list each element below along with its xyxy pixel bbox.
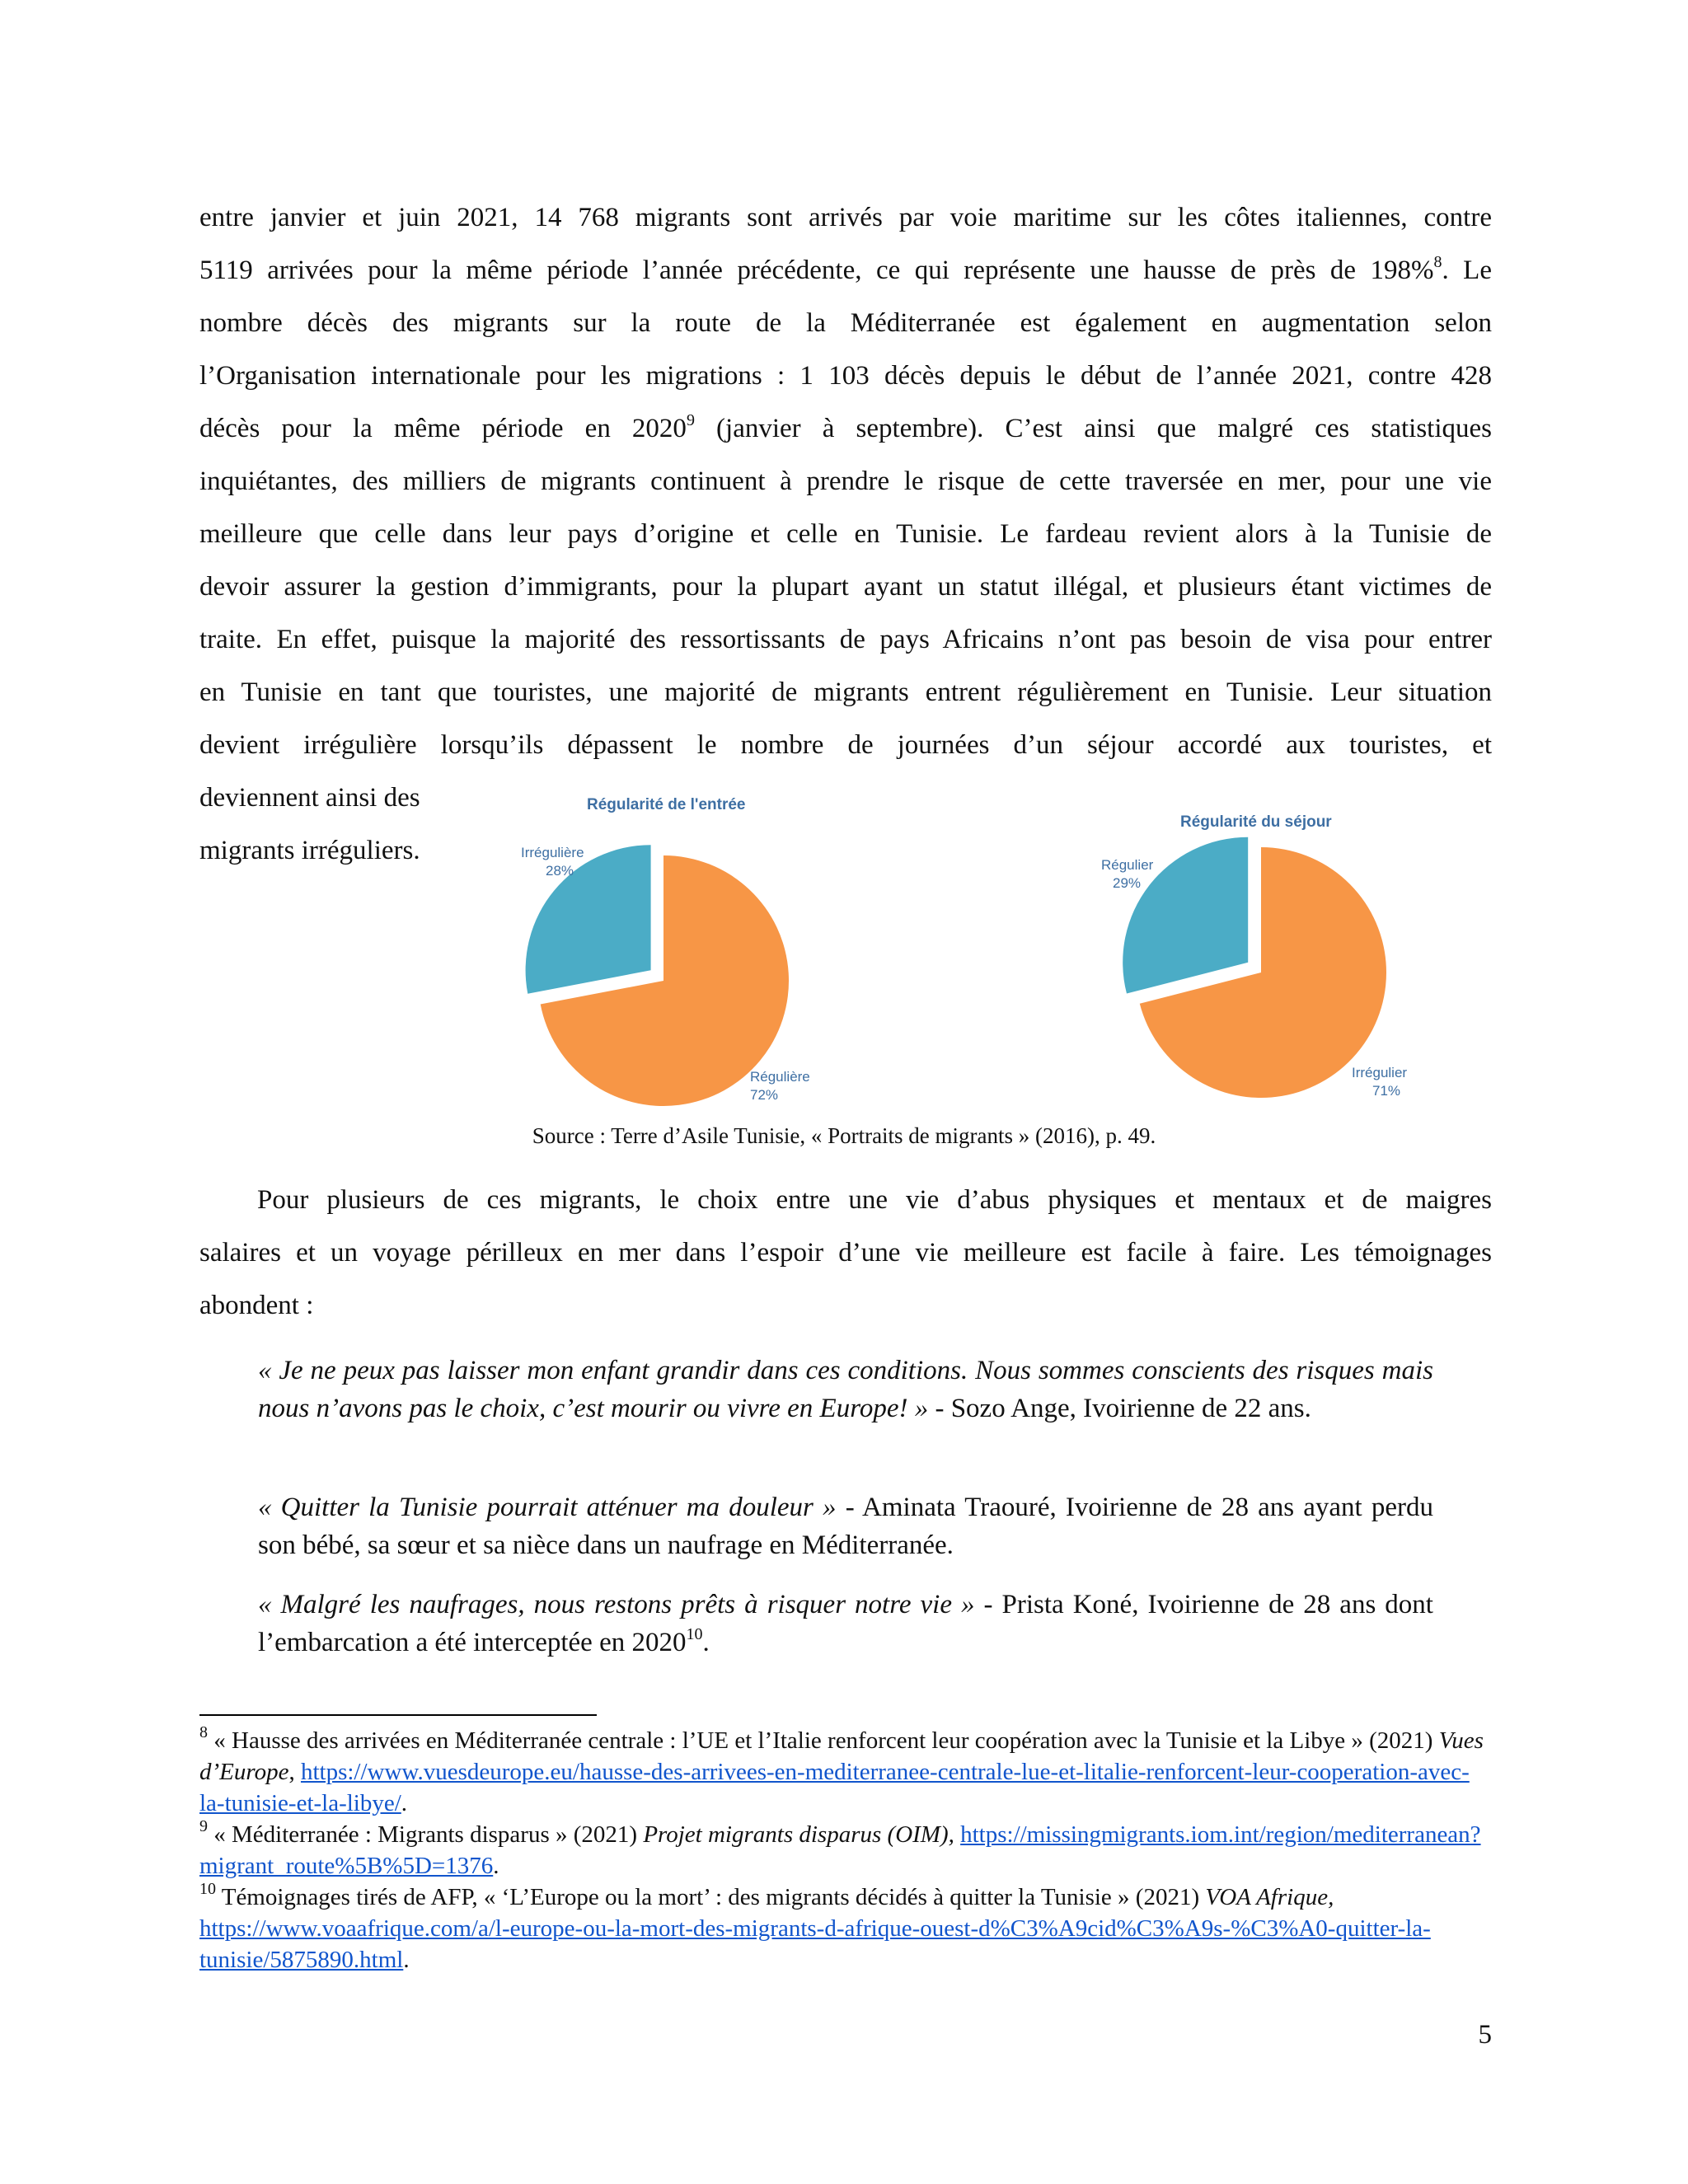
footnote-link[interactable]: https://www.vuesdeurope.eu/hausse-des-arrivees-en-mediterranee-centrale-lue-et-litalie-renforcent-leur-cooperation-avec-la-tunisie-et-la-libye/: [199, 1759, 1470, 1816]
footnote-ref-10[interactable]: 10: [686, 1625, 703, 1643]
text-line: migrants irréguliers.: [199, 836, 420, 865]
text-line: Pour plusieurs de ces migrants, le choix entre une vie d’abus physiques et mentaux et de maigres: [257, 1185, 1492, 1215]
slice-label: Régulière: [750, 1069, 810, 1085]
chart-title: Régularité du séjour: [1180, 813, 1332, 831]
text-line: devient irrégulière lorsqu’ils dépassent le nombre de journées d’un séjour accordé aux touristes, et: [199, 730, 1492, 760]
text-line: deviennent ainsi des: [199, 783, 420, 813]
footnotes: [199, 1725, 1492, 1975]
pie-chart-entry-regularity: [495, 790, 841, 1111]
slice-label: Irrégulière: [521, 845, 584, 860]
slice-label: Régulier: [1101, 857, 1154, 873]
text-line: l’Organisation internationale pour les migrations : 1 103 décès depuis le début de l’année 2021, contre 428: [199, 361, 1492, 391]
text-line: entre janvier et juin 2021, 14 768 migrants sont arrivés par voie maritime sur les côtes italiennes, contre: [199, 203, 1492, 232]
quote-3: « Malgré les naufrages, nous restons prêts à risquer notre vie » - Prista Koné, Ivoirienne de 28 ans dont l’embarcation a été interceptée en 2020$^{10}$.: [258, 1590, 1433, 1657]
footnote-9: $^9$ « Méditerranée : Migrants disparus » (2021) Projet migrants disparus (OIM), https://missingmigrants.iom.int/region/mediterranean?migrant_route%5B%5D=1376.: [199, 1817, 1481, 1879]
slice-value: 72%: [750, 1087, 779, 1103]
footnote-ref-9[interactable]: 9: [686, 411, 695, 429]
slice-value: 71%: [1372, 1083, 1401, 1099]
text-line: décès pour la même période en 2020$^9$ (janvier à septembre). C’est ainsi que malgré ces statistiques: [199, 411, 1492, 443]
footnote-link[interactable]: https://missingmigrants.iom.int/region/mediterranean?migrant_route%5B%5D=1376: [199, 1821, 1481, 1879]
footnote-8: $^8$ « Hausse des arrivées en Méditerranée centrale : l’UE et l’Italie renforcent leur coopération avec la Tunisie et la Libye » (2021) Vues d’Europe, https://www.vuesdeurope.eu/hausse-des-arrivees-en-mediterranee-centrale-lue-et-litalie-renforcent-leur-cooperation-avec-la-tunisie-et-la-libye/.: [199, 1723, 1484, 1816]
quote-1: « Je ne peux pas laisser mon enfant grandir dans ces conditions. Nous sommes conscients des risques mais nous n’avons pas le choix, c’est mourir ou vivre en Europe! » - Sozo Ange, Ivoirienne de 22 ans.: [258, 1356, 1433, 1423]
footnote-ref-8[interactable]: 8: [1433, 253, 1442, 271]
slice-value: 29%: [1113, 875, 1142, 891]
pie-chart-stay-regularity: [1088, 804, 1434, 1117]
quote-2: « Quitter la Tunisie pourrait atténuer ma douleur » - Aminata Traouré, Ivoirienne de 28 ans ayant perdu son bébé, sa sœur et sa nièce dans un naufrage en Méditerranée.: [258, 1493, 1433, 1560]
text-line: meilleure que celle dans leur pays d’origine et celle en Tunisie. Le fardeau revient alors à la Tunisie de: [199, 519, 1492, 549]
footnote-10: $^{10}$ Témoignages tirés de AFP, « ‘L’Europe ou la mort’ : des migrants décidés à quitter la Tunisie » (2021) VOA Afrique, https://www.voaafrique.com/a/l-europe-ou-la-mort-des-migrants-d-afrique-ouest-d%C3%A9cid%C3%A9s-%C3%A0-quitter-la-tunisie/5875890.html.: [199, 1880, 1431, 1973]
text-line: nombre décès des migrants sur la route de la Méditerranée est également en augmentation selon: [199, 308, 1492, 338]
paragraph-1: [199, 191, 1492, 877]
footnote-separator: [199, 1714, 597, 1716]
paragraph-2: [199, 1174, 1492, 1332]
figure-caption: Source : Terre d’Asile Tunisie, « Portraits de migrants » (2016), p. 49.: [532, 1123, 1156, 1148]
text-line: en Tunisie en tant que touristes, une majorité de migrants entrent régulièrement en Tunisie. Leur situation: [199, 677, 1492, 707]
page-number: 5: [1478, 2020, 1492, 2050]
text-line: abondent :: [199, 1291, 314, 1320]
text-line: traite. En effet, puisque la majorité des ressortissants de pays Africains n’ont pas besoin de visa pour entrer: [199, 625, 1492, 654]
slice-value: 28%: [546, 863, 574, 879]
text-line: 5119 arrivées pour la même période l’année précédente, ce qui représente une hausse de près de 198%$^8$. Le: [199, 253, 1492, 285]
slice-label: Irrégulier: [1352, 1065, 1408, 1080]
text-line: inquiétantes, des milliers de migrants continuent à prendre le risque de cette traversée en mer, pour une vie: [199, 466, 1492, 496]
text-line: salaires et un voyage périlleux en mer dans l’espoir d’une vie meilleure est facile à faire. Les témoignages: [199, 1238, 1492, 1268]
footnote-link[interactable]: https://www.voaafrique.com/a/l-europe-ou-la-mort-des-migrants-d-afrique-ouest-d%C3%A9cid%C3%A9s-%C3%A0-quitter-la-tunisie/5875890.html: [199, 1915, 1431, 1973]
pie-slice-irrégulière: [526, 845, 651, 993]
chart-title: Régularité de l'entrée: [587, 796, 746, 813]
text-line: devoir assurer la gestion d’immigrants, pour la plupart ayant un statut illégal, et plusieurs étant victimes de: [199, 572, 1492, 602]
